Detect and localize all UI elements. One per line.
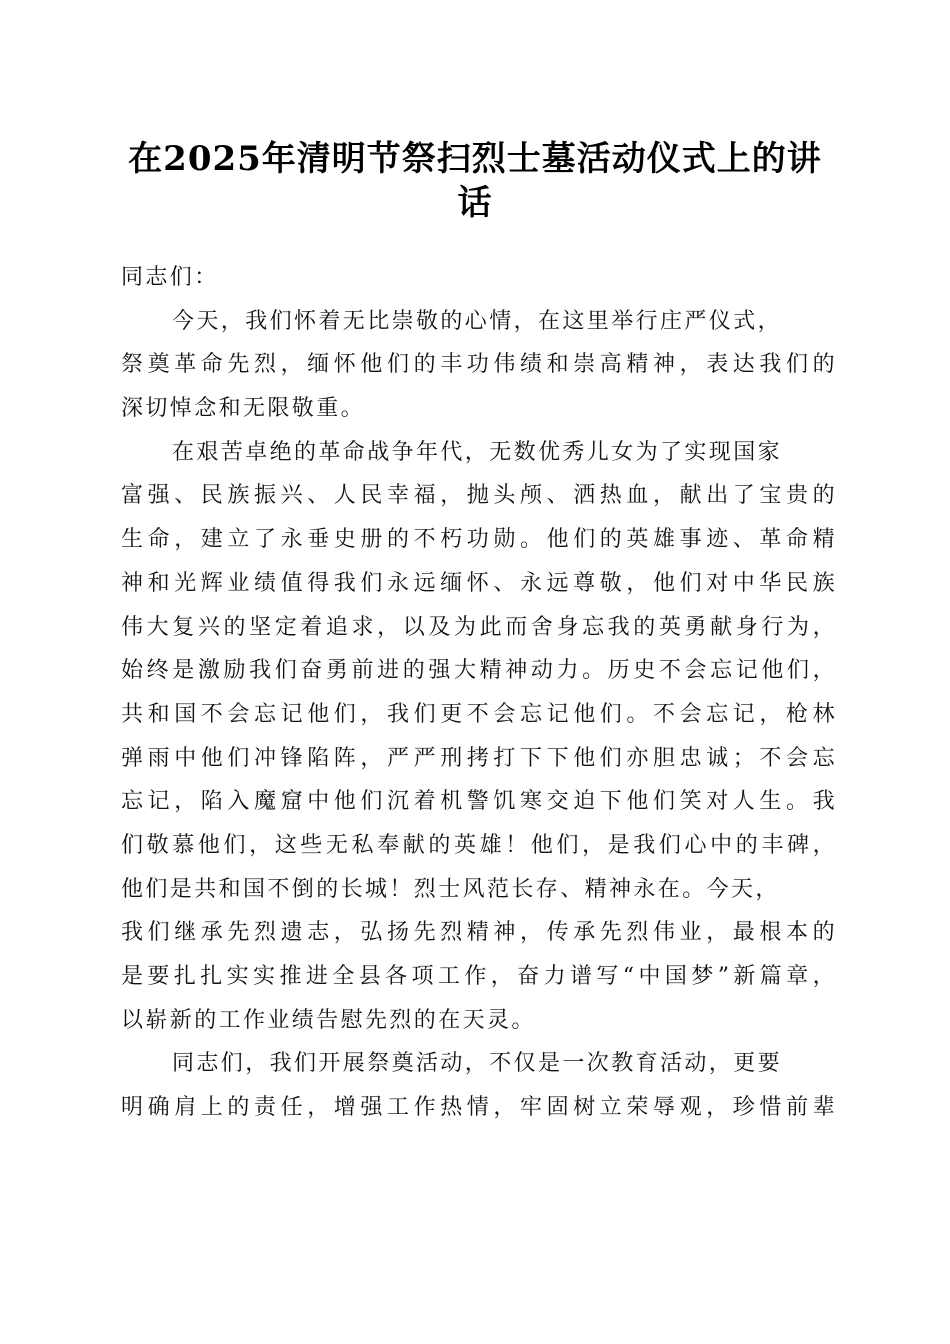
text-line: 在艰苦卓绝的革命战争年代，无数优秀儿女为了实现国家 [172,439,783,465]
document-title [120,138,830,225]
text-line: 今天，我们怀着无比崇敬的心情，在这里举行庄严仪式， [172,308,783,334]
paragraph-3 [121,1042,837,1129]
text-line: 共和国不会忘记他们，我们更不会忘记他们。不会忘记，枪林 [121,701,837,727]
text-line: 是要扎扎实实推进全县各项工作，奋力谱写“中国梦”新篇章， [121,964,837,989]
text-line: 弹雨中他们冲锋陷阵，严严刑拷打下下他们亦胆忠诚；不会忘 [121,745,837,771]
text-line: 深切悼念和无限敬重。 [121,396,366,422]
salutation [121,256,837,300]
document-body [121,256,837,1130]
title-line: 在2025年清明节祭扫烈士墓活动仪式上的讲 [128,139,822,179]
text-line: 神和光辉业绩值得我们永远缅怀、永远尊敬，他们对中华民族 [121,570,837,596]
text-line: 们敬慕他们，这些无私奉献的英雄！他们，是我们心中的丰碑， [121,832,837,858]
text-line: 富强、民族振兴、人民幸福，抛头颅、洒热血，献出了宝贵的 [121,483,837,509]
text-line: 祭奠革命先烈，缅怀他们的丰功伟绩和崇高精神，表达我们的 [121,352,837,378]
text-line: 明确肩上的责任，增强工作热情，牢固树立荣辱观，珍惜前辈 [121,1095,837,1121]
text-line: 他们是共和国不倒的长城！烈士风范长存、精神永在。今天， [121,876,780,902]
paragraph-1 [121,300,837,431]
paragraph-2 [121,431,837,1043]
title-line: 话 [457,182,493,223]
text-line: 忘记，陷入魔窟中他们沉着机警饥寒交迫下他们笑对人生。我 [121,789,837,815]
text-line: 同志们，我们开展祭奠活动，不仅是一次教育活动，更要 [172,1051,783,1077]
text-line: 我们继承先烈遗志，弘扬先烈精神，传承先烈伟业，最根本的 [121,920,837,946]
text-line: 以崭新的工作业绩告慰先烈的在天灵。 [121,1007,536,1033]
salutation-text: 同志们： [121,265,219,290]
text-line: 生命，建立了永垂史册的不朽功勋。他们的英雄事迹、革命精 [121,527,837,553]
text-line: 伟大复兴的坚定着追求，以及为此而舍身忘我的英勇献身行为， [121,614,837,640]
text-line: 始终是激励我们奋勇前进的强大精神动力。历史不会忘记他们， [121,658,837,684]
